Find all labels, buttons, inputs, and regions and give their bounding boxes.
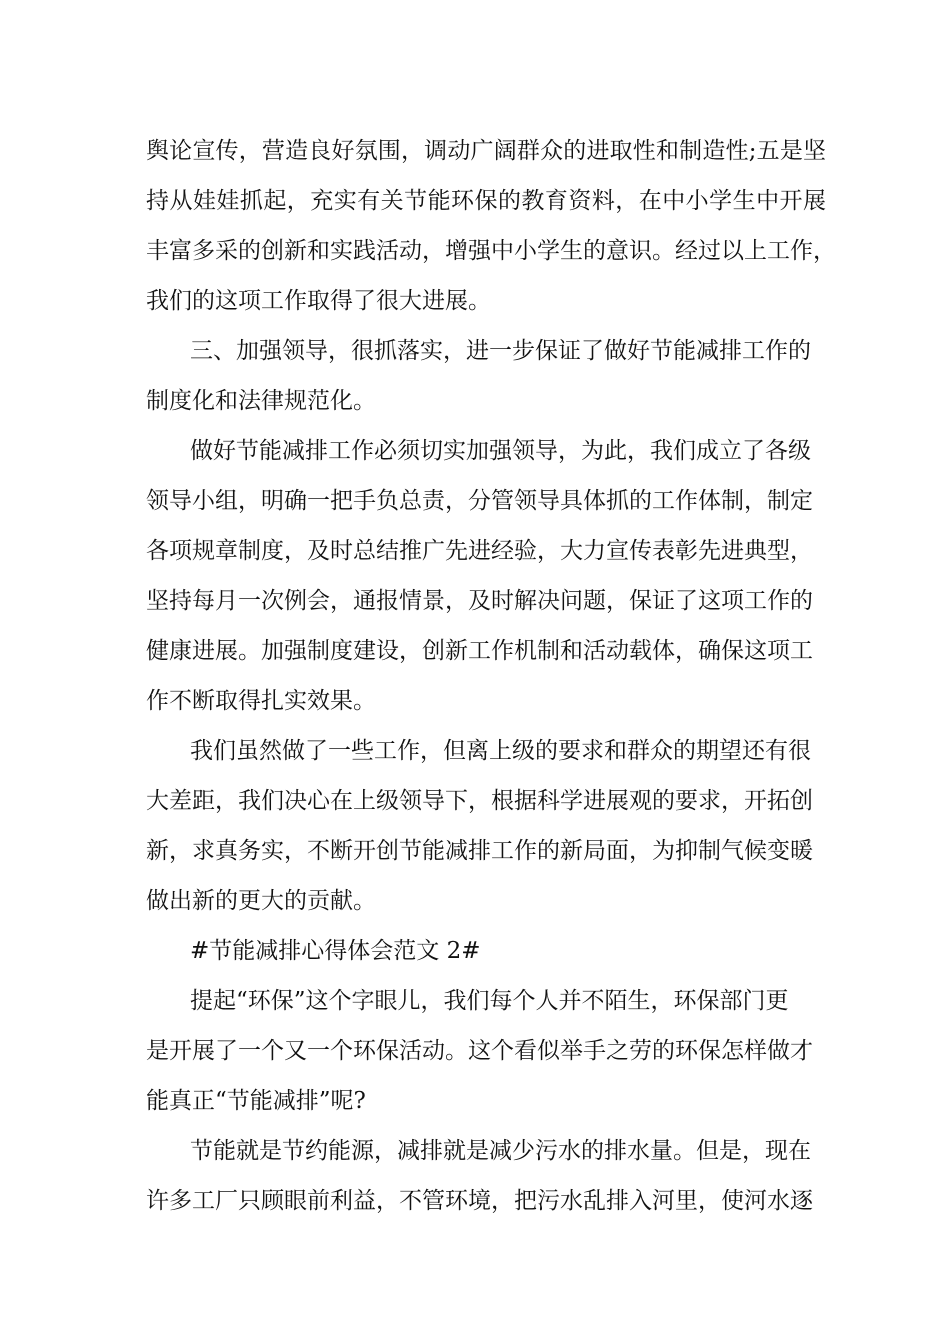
text-line: 舆论宣传，营造良好氛围，调动广阔群众的进取性和制造性;五是坚 [146,138,826,164]
paragraph-start: 我们虽然做了一些工作，但离上级的要求和群众的期望还有很 [190,738,811,764]
text-line: 许多工厂只顾眼前利益，不管环境，把污水乱排入河里，使河水逐 [146,1188,813,1214]
paragraph-start: 节能就是节约能源，减排就是减少污水的排水量。但是，现在 [190,1138,811,1164]
section-title: #节能减排心得体会范文 2# [190,938,481,964]
text-line: 坚持每月一次例会，通报情景，及时解决问题，保证了这项工作的 [146,588,813,614]
text-line: 领导小组，明确一把手负总责，分管领导具体抓的工作体制，制定 [146,488,813,514]
paragraph-start: 提起“环保”这个字眼儿，我们每个人并不陌生，环保部门更 [190,988,789,1014]
text-line: 做出新的更大的贡献。 [146,888,376,914]
text-line: 作不断取得扎实效果。 [146,688,376,714]
text-line: 是开展了一个又一个环保活动。这个看似举手之劳的环保怎样做才 [146,1038,813,1064]
text-line: 大差距，我们决心在上级领导下，根据科学进展观的要求，开拓创 [146,788,813,814]
paragraph-start: 做好节能减排工作必须切实加强领导，为此，我们成立了各级 [190,438,811,464]
text-line: 新，求真务实，不断开创节能减排工作的新局面，为抑制气候变暖 [146,838,813,864]
text-line: 制度化和法律规范化。 [146,388,376,414]
text-line: 能真正“节能减排”呢? [146,1088,366,1114]
section-heading: 三、加强领导，很抓落实，进一步保证了做好节能减排工作的 [190,338,811,364]
text-line: 丰富多采的创新和实践活动，增强中小学生的意识。经过以上工作， [146,238,836,264]
text-line: 各项规章制度，及时总结推广先进经验，大力宣传表彰先进典型， [146,538,813,564]
text-line: 持从娃娃抓起，充实有关节能环保的教育资料，在中小学生中开展 [146,188,826,214]
text-line: 健康进展。加强制度建设，创新工作机制和活动载体，确保这项工 [146,638,813,664]
text-line: 我们的这项工作取得了很大进展。 [146,288,491,314]
